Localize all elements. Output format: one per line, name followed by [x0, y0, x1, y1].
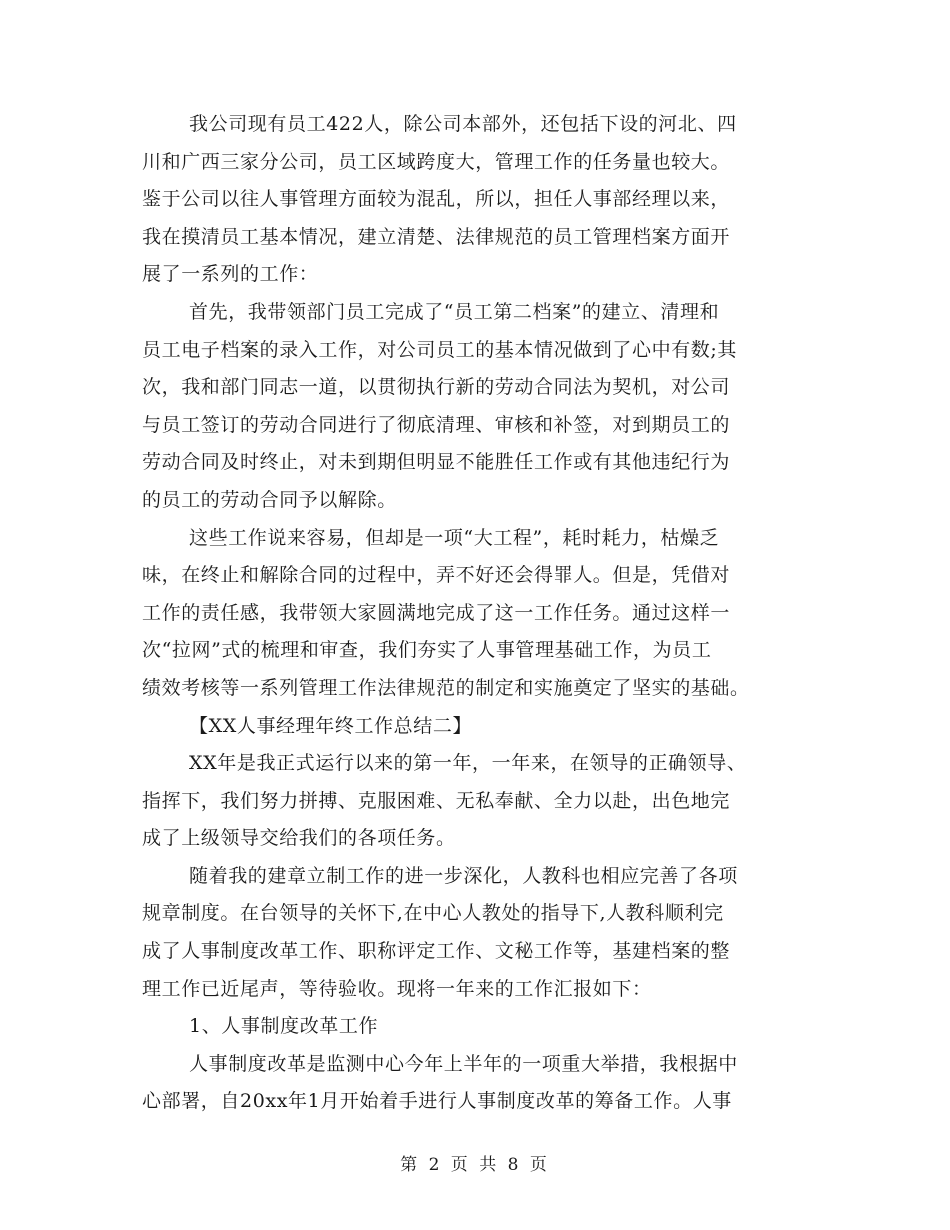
document-body	[142, 106, 802, 1121]
text-line: 劳动合同及时终止，对未到期但明显不能胜任工作或有其他违纪行为	[142, 451, 731, 474]
text-line: 【XX人事经理年终工作总结二】	[189, 714, 473, 737]
text-line: 次，我和部门同志一道，以贯彻执行新的劳动合同法为契机，对公司	[142, 376, 731, 399]
text-line: XX年是我正式运行以来的第一年，一年来，在领导的正确领导、	[189, 752, 747, 775]
text-line: 与员工签订的劳动合同进行了彻底清理、审核和补签，对到期员工的	[142, 413, 731, 436]
text-line: 员工电子档案的录入工作，对公司员工的基本情况做到了心中有数;其	[142, 338, 738, 361]
text-line: 1、人事制度改革工作	[189, 1015, 379, 1038]
text-line: 我在摸清员工基本情况，建立清楚、法律规范的员工管理档案方面开	[142, 225, 731, 248]
text-line: 次“拉网”式的梳理和审查，我们夯实了人事管理基础工作，为员工	[142, 639, 712, 662]
text-line: 这些工作说来容易，但却是一项“大工程”，耗时耗力，枯燥乏	[189, 526, 720, 549]
text-line: 人事制度改革是监测中心今年上半年的一项重大举措，我根据中	[189, 1052, 738, 1075]
text-line: 规章制度。在台领导的关怀下,在中心人教处的指导下,人教科顺利完	[142, 902, 724, 925]
text-line: 成了人事制度改革工作、职称评定工作、文秘工作等，基建档案的整	[142, 940, 731, 963]
text-line: 味，在终止和解除合同的过程中，弄不好还会得罪人。但是，凭借对	[142, 564, 731, 587]
page-number-footer: 第 2 页 共 8 页	[400, 1155, 550, 1175]
text-line: 指挥下，我们努力拼搏、克服困难、无私奉献、全力以赴，出色地完	[142, 789, 731, 812]
text-line: 的员工的劳动合同予以解除。	[142, 488, 397, 511]
text-line: 川和广西三家分公司，员工区域跨度大，管理工作的任务量也较大。	[142, 150, 731, 173]
text-line: 鉴于公司以往人事管理方面较为混乱，所以，担任人事部经理以来，	[142, 188, 731, 211]
text-line: 我公司现有员工422人，除公司本部外，还包括下设的河北、四	[189, 113, 737, 135]
text-line: 理工作已近尾声，等待验收。现将一年来的工作汇报如下：	[142, 977, 652, 1000]
text-line: 成了上级领导交给我们的各项任务。	[142, 827, 456, 850]
text-line: 随着我的建章立制工作的进一步深化，人教科也相应完善了各项	[189, 864, 738, 887]
text-line: 绩效考核等一系列管理工作法律规范的制定和实施奠定了坚实的基础。	[142, 676, 750, 699]
text-line: 工作的责任感，我带领大家圆满地完成了这一工作任务。通过这样一	[142, 601, 731, 624]
text-line: 心部署，自20xx年1月开始着手进行人事制度改革的筹备工作。人事	[142, 1090, 732, 1113]
text-line: 展了一系列的工作：	[142, 263, 319, 286]
text-line: 首先，我带领部门员工完成了“员工第二档案”的建立、清理和	[189, 300, 720, 323]
